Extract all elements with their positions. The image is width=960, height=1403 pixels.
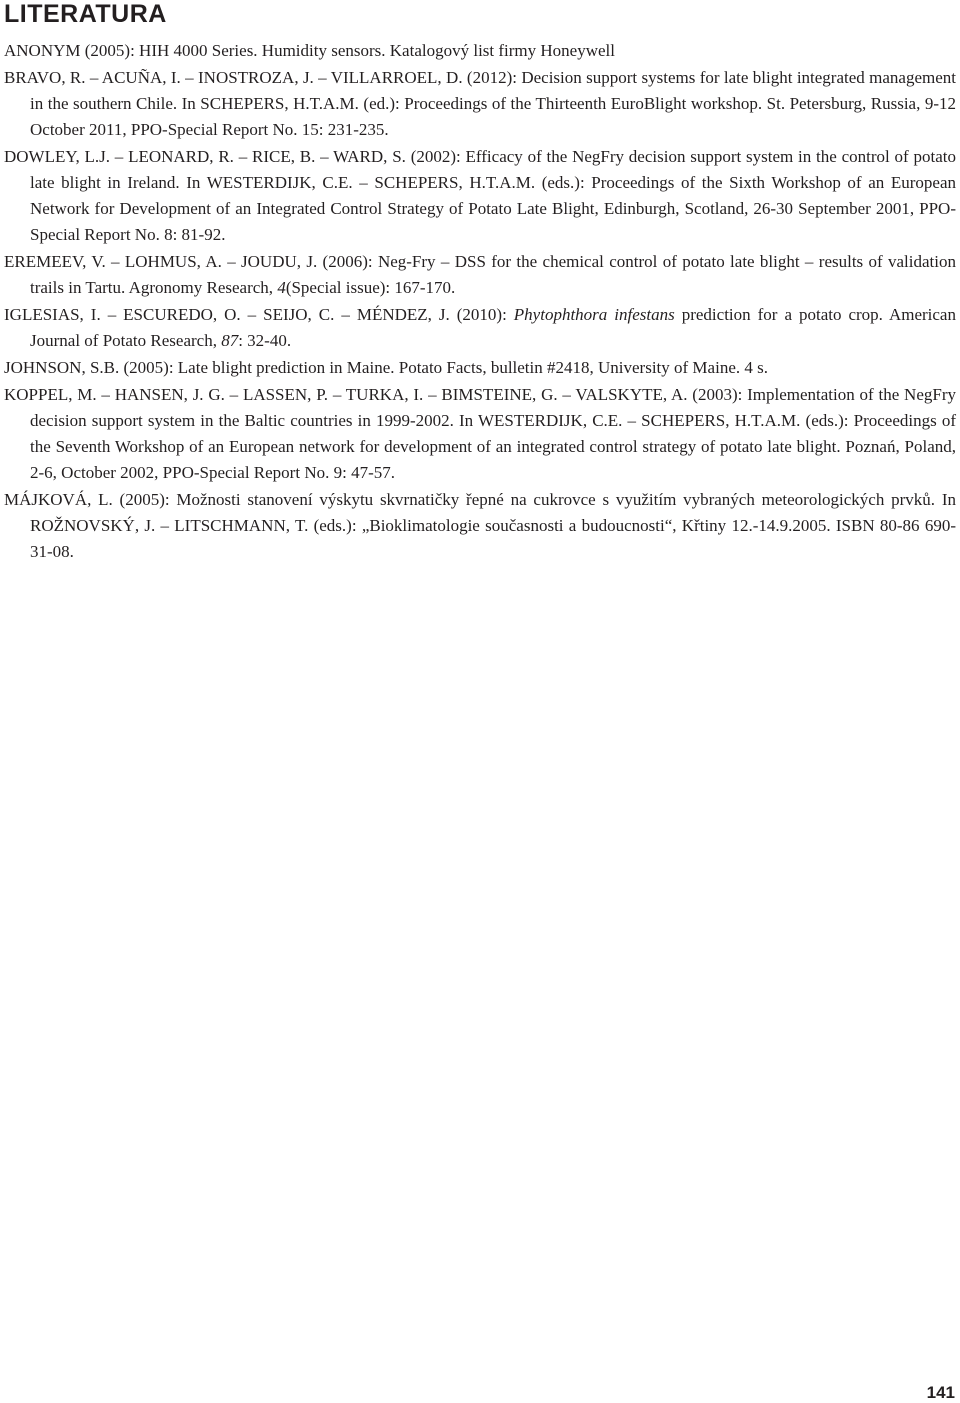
reference-text: EREMEEV, V. – LOHMUS, A. – JOUDU, J. (2006): Neg-Fry – DSS for the chemical control of potato late blight – results of validation trails in Tartu. Agronomy Research, [4,252,956,297]
reference-volume: 4 [277,278,286,297]
reference-text: MÁJKOVÁ, L. (2005): Možnosti stanovení výskytu skvrnatičky řepné na cukrovce s využitím vybraných meteorologických prvků. In ROŽNOVSKÝ, J. – LITSCHMANN, T. (eds.): „Bioklimatologie současnosti a budoucnosti“, Křtiny 12.-14.9.2005. ISBN 80-86 690-31-08. [4,490,956,561]
reference-item [4,487,956,565]
reference-text: JOHNSON, S.B. (2005): Late blight prediction in Maine. Potato Facts, bulletin #2418, University of Maine. 4 s. [4,358,768,377]
reference-item [4,65,956,143]
reference-text-end: (Special issue): 167-170. [285,278,456,297]
reference-item [4,382,956,486]
page-title: LITERATURA [4,0,167,28]
reference-item [4,249,956,301]
reference-volume: 87 [221,331,239,350]
reference-text: KOPPEL, M. – HANSEN, J. G. – LASSEN, P. – TURKA, I. – BIMSTEINE, G. – VALSKYTE, A. (2003): Implementation of the NegFry decision support system in the Baltic countries in 1999-2002. In WESTERDIJK, C.E. – SCHEPERS, H.T.A.M. (eds.): Proceedings of the Seventh Workshop of an European network for development of an integrated control strategy of potato late blight. Poznań, Poland, 2-6, October 2002, PPO-Special Report No. 9: 47-57. [4,385,956,482]
reference-item [4,302,956,354]
reference-text: BRAVO, R. – ACUÑA, I. – INOSTROZA, J. – VILLARROEL, D. (2012): Decision support systems for late blight integrated management in the southern Chile. In SCHEPERS, H.T.A.M. (ed.): Proceedings of the Thirteenth EuroBlight workshop. St. Petersburg, Russia, 9-12 October 2011, PPO-Special Report No. 15: 231-235. [4,68,956,139]
reference-text: DOWLEY, L.J. – LEONARD, R. – RICE, B. – WARD, S. (2002): Efficacy of the NegFry decision support system in the control of potato late blight in Ireland. In WESTERDIJK, C.E. – SCHEPERS, H.T.A.M. (eds.): Proceedings of the Sixth Workshop of an European Network for Development of an Integrated Control Strategy of Potato Late Blight, Edinburgh, Scotland, 26-30 September 2001, PPO-Special Report No. 8: 81-92. [4,147,956,244]
page-number: 141 [926,1383,955,1402]
reference-item [4,144,956,248]
reference-text: ANONYM (2005): HIH 4000 Series. Humidity sensors. Katalogový list firmy Honeywell [4,41,615,60]
reference-species-name: Phytophthora infestans [513,305,675,324]
reference-item [4,38,956,64]
reference-text-end: : 32-40. [238,331,292,350]
reference-list [4,38,956,566]
reference-text: IGLESIAS, I. – ESCUREDO, O. – SEIJO, C. – MÉNDEZ, J. (2010): [4,305,514,324]
reference-item [4,355,956,381]
reference-text-middle: prediction for a potato crop. American Journal of Potato Research, [30,305,956,350]
